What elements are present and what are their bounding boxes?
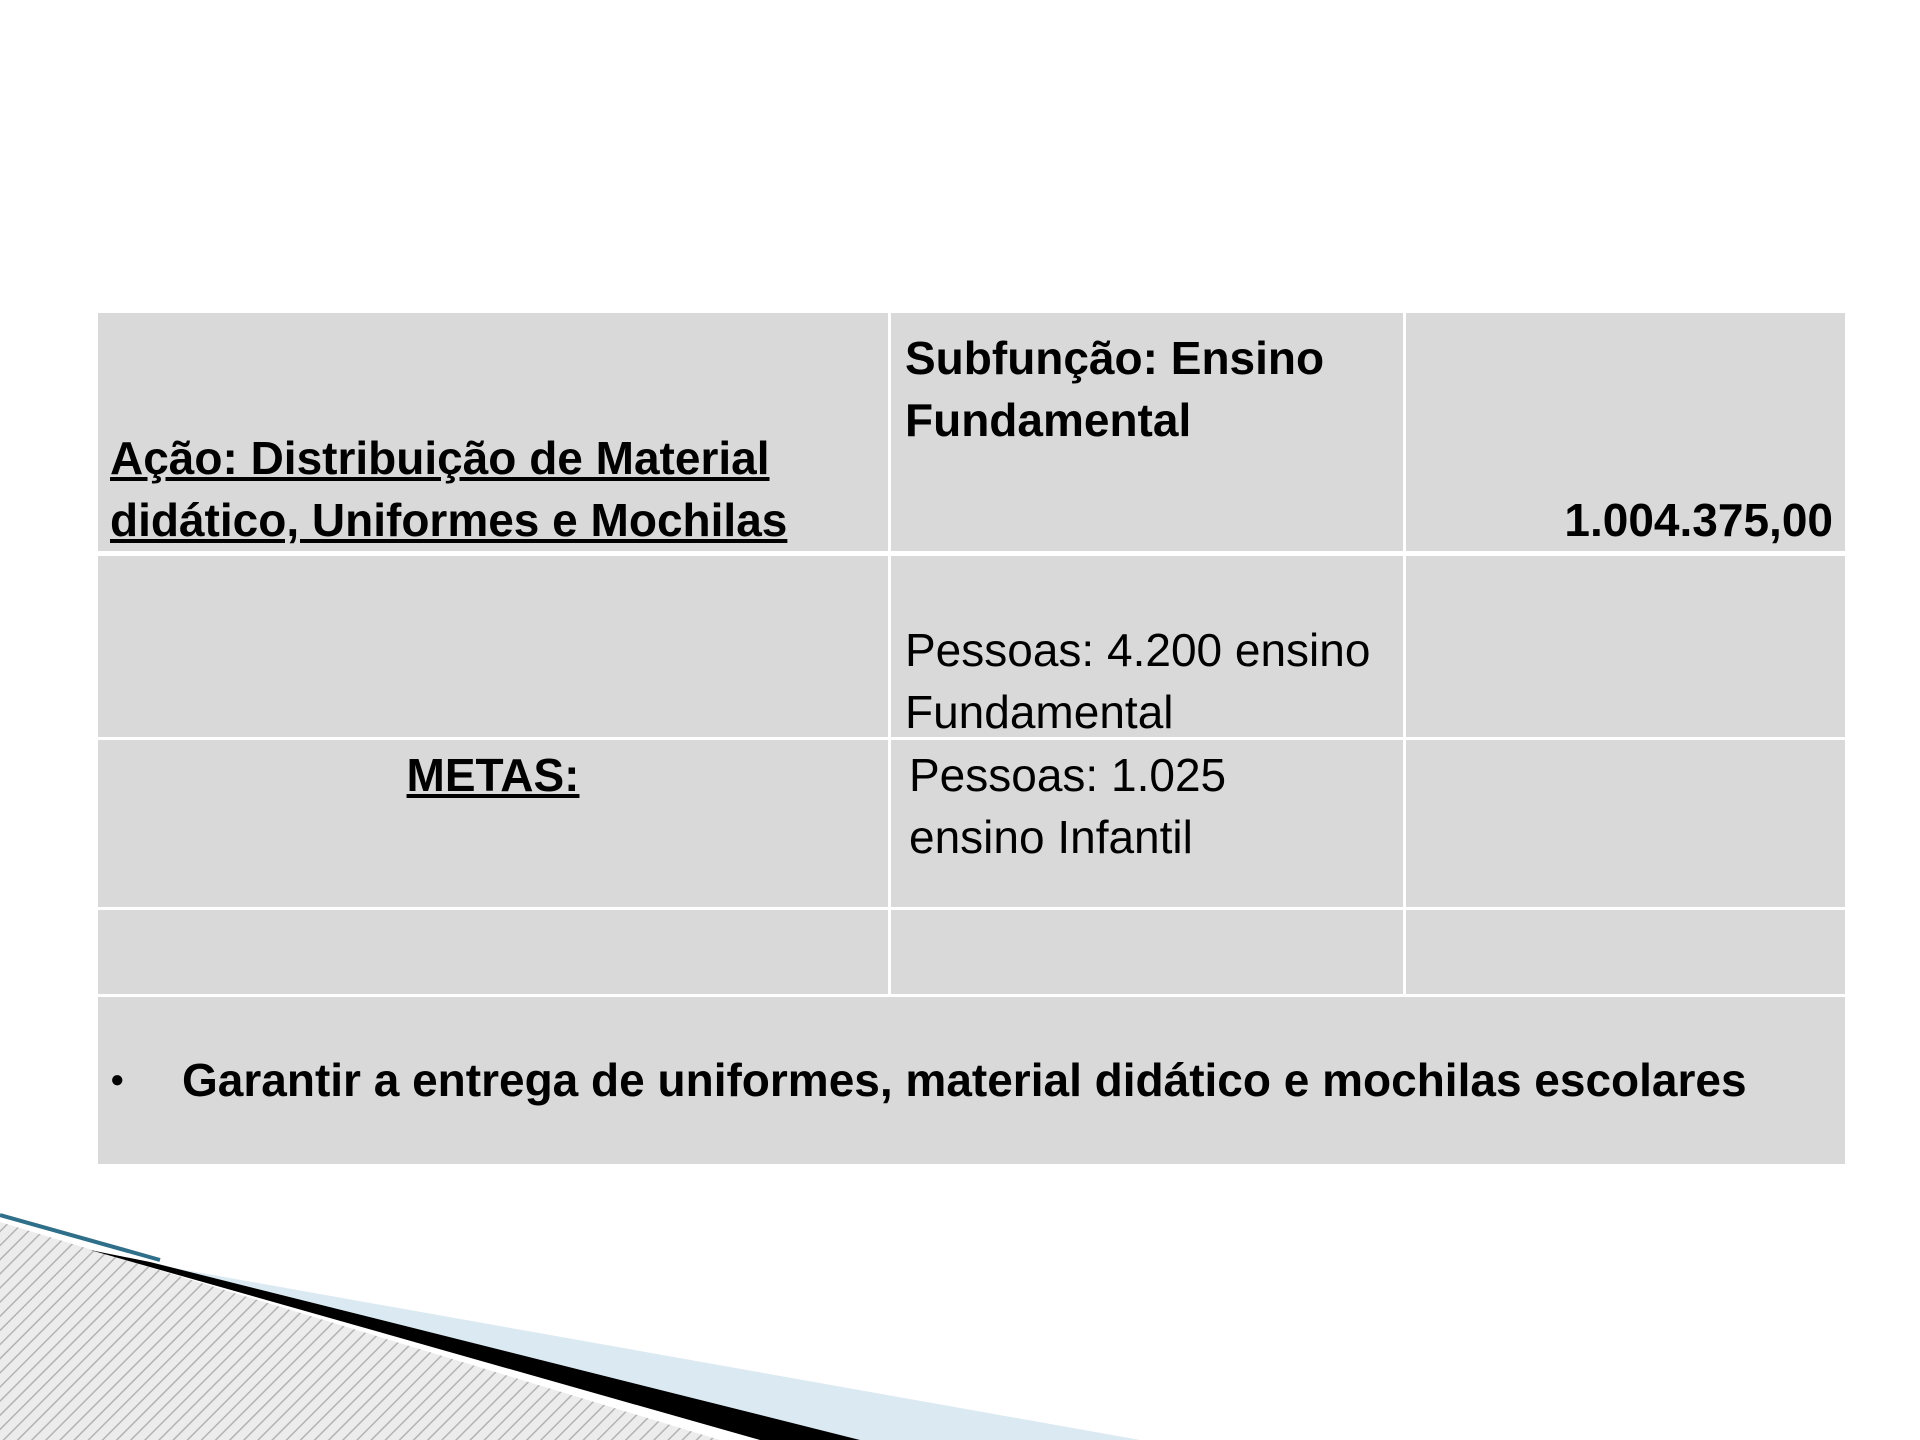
bullet-icon: ● (110, 1066, 125, 1093)
valor-value: 1.004.375,00 (1564, 494, 1833, 546)
acao-label: Ação: Distribuição de Material didático, Uniformes e Mochilas (110, 432, 788, 546)
subfuncao-label: Subfunção: Ensino Fundamental (905, 332, 1325, 446)
pessoas-fundamental: Pessoas: 4.200 ensino Fundamental (905, 624, 1371, 738)
metas-label: METAS: (406, 749, 580, 801)
objetivo-text: Garantir a entrega de uniformes, material didático e mochilas escolares (182, 1054, 1747, 1106)
pessoas-infantil: Pessoas: 1.025 ensino Infantil (909, 749, 1227, 863)
